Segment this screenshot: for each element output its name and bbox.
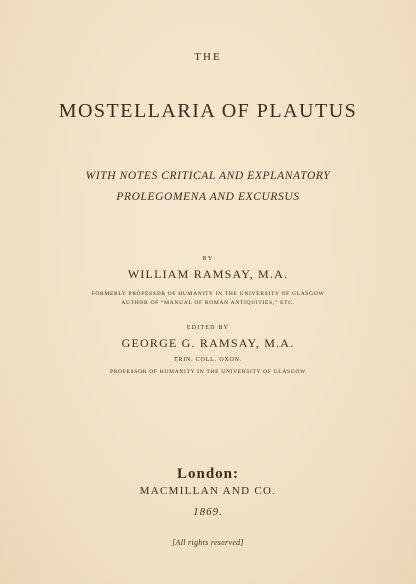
editor-name: GEORGE G. RAMSAY, M.A.: [121, 336, 295, 350]
rights-notice: [All rights reserved]: [172, 538, 244, 547]
editor-college: TRIN. COLL. OXON.: [173, 357, 243, 363]
author-affiliation-2: AUTHOR OF “MANUAL OF ROMAN ANTIQUITIES,” ETC.: [121, 300, 295, 306]
author-affiliation-1: FORMERLY PROFESSOR OF HUMANITY IN THE UNIVERSITY OF GLASGOW: [91, 291, 325, 297]
the-heading: THE: [194, 51, 222, 63]
author-name: WILLIAM RAMSAY, M.A.: [127, 267, 289, 281]
editor-affiliation: PROFESSOR OF HUMANITY IN THE UNIVERSITY OF GLASGOW: [110, 369, 306, 375]
publication-place: London:: [176, 466, 240, 482]
subtitle-line-2: PROLEGOMENA AND EXCURSUS: [116, 191, 300, 203]
subtitle-line-1: WITH NOTES CRITICAL AND EXPLANATORY: [85, 170, 331, 182]
publication-year: 1869.: [193, 506, 223, 518]
by-label: BY: [202, 256, 214, 262]
book-title: MOSTELLARIA OF PLAUTUS: [58, 100, 358, 122]
edited-by-label: EDITED BY: [186, 325, 230, 331]
publisher-name: MACMILLAN AND CO.: [139, 485, 277, 497]
